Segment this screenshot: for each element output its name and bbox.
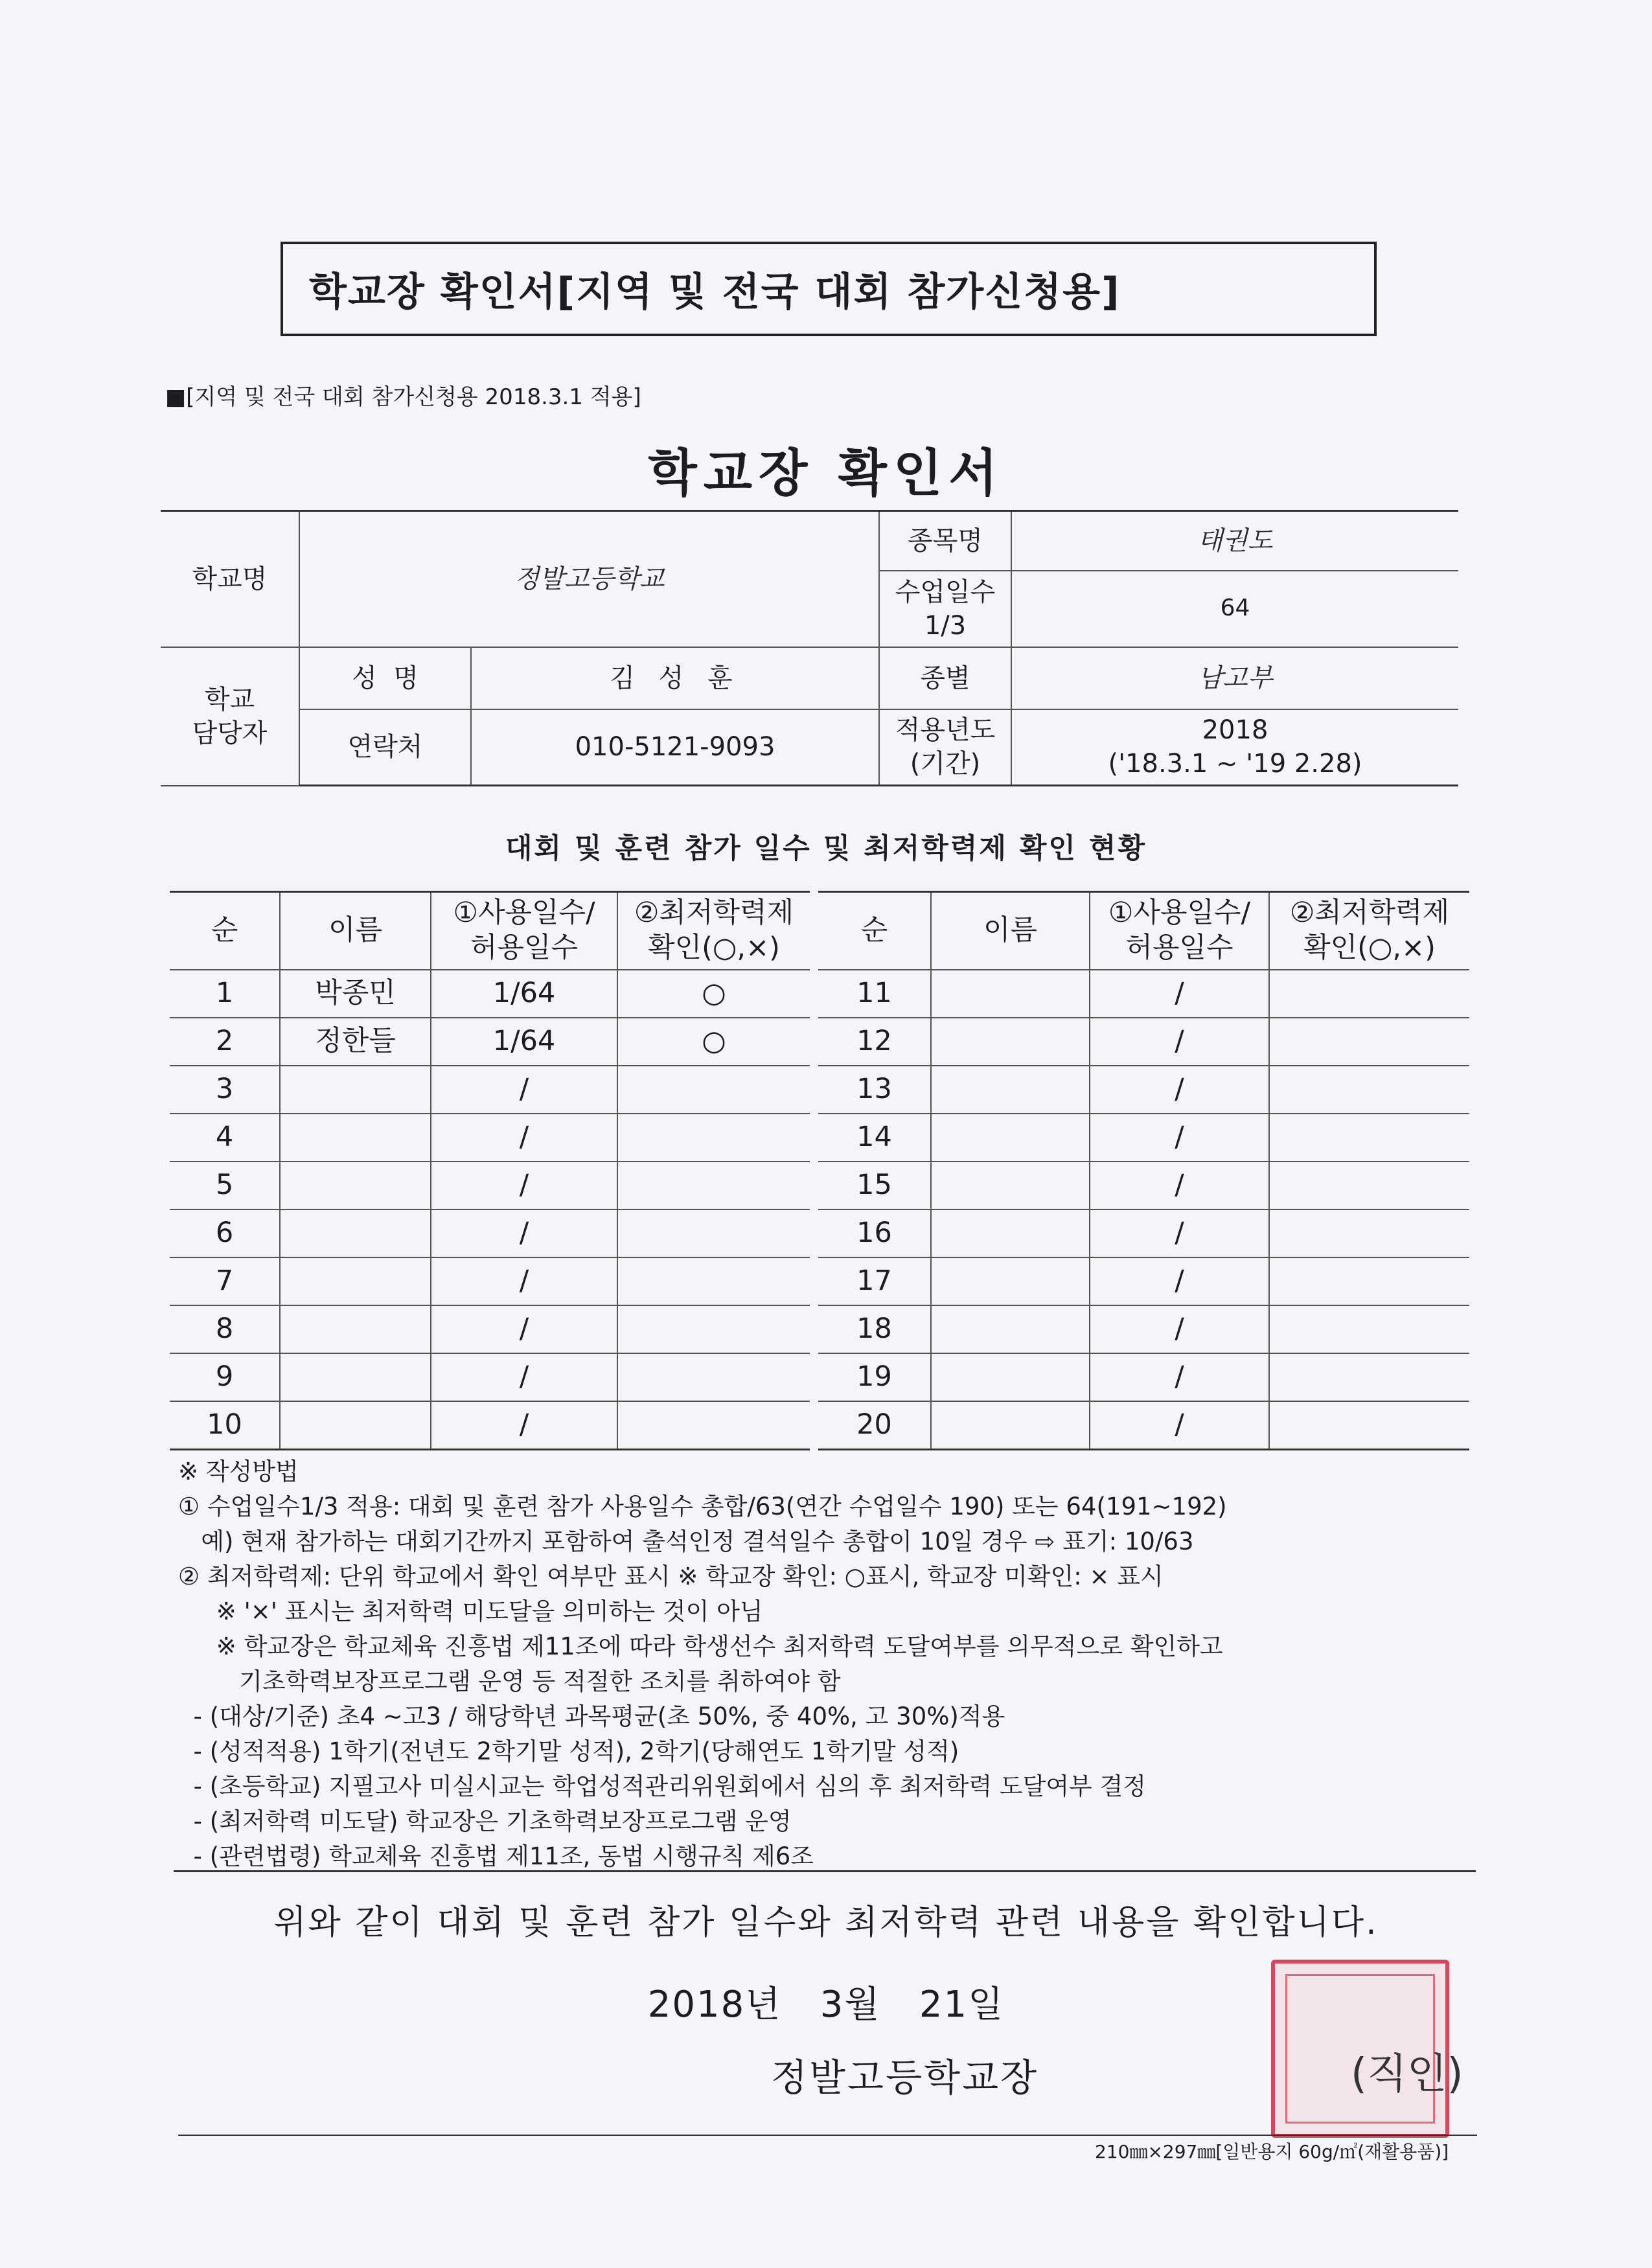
row-number: 11: [818, 970, 931, 1018]
usage-days: /: [1090, 1401, 1269, 1450]
note-line: ※ '×' 표시는 최저학력 미도달을 의미하는 것이 아님: [178, 1598, 763, 1625]
academic-check: [1269, 1162, 1469, 1209]
academic-check: [1269, 1209, 1469, 1257]
header-check: [1269, 892, 1469, 970]
header-check: [617, 892, 810, 970]
table-row: [170, 1305, 810, 1353]
usage-days: /: [431, 1353, 617, 1401]
row-number: 19: [818, 1353, 931, 1401]
athlete-name: [280, 1114, 431, 1162]
row-number: 7: [170, 1257, 280, 1305]
name-value: 김 성 훈: [471, 647, 879, 709]
row-number: 10: [170, 1401, 280, 1450]
academic-check: [617, 1162, 810, 1209]
school-value: 정발고등학교: [299, 511, 879, 647]
header-name: 이름: [931, 892, 1090, 970]
table-row: [818, 1257, 1469, 1305]
row-number: 4: [170, 1114, 280, 1162]
table-row: [170, 970, 810, 1018]
header-no: 순: [170, 892, 280, 970]
usage-days: /: [431, 1066, 617, 1114]
header-check-line-2: 확인(○,×): [648, 932, 780, 964]
table-row: [818, 1305, 1469, 1353]
seal-mark-label: (직인): [1351, 2050, 1463, 2098]
sport-value: 태권도: [1011, 511, 1458, 571]
academic-check: [617, 1257, 810, 1305]
header-check-line-1: ②최저학력제: [634, 897, 794, 930]
athlete-name: [280, 1209, 431, 1257]
table-row: [170, 1209, 810, 1257]
row-number: 2: [170, 1018, 280, 1066]
usage-days: /: [431, 1162, 617, 1209]
year-label-line-1: 적용년도: [895, 715, 996, 746]
school-label: 학교명: [161, 511, 299, 647]
usage-days: /: [431, 1401, 617, 1450]
note-line: - (대상/기준) 초4 ~고3 / 해당학년 과목평균(초 50%, 중 40%, 고 30%)적용: [178, 1702, 1005, 1730]
note-line: - (초등학교) 지필고사 미실시교는 학업성적관리위원회에서 심의 후 최저학력 도달여부 결정: [178, 1772, 1147, 1800]
usage-days: /: [431, 1257, 617, 1305]
athlete-name: [931, 1257, 1090, 1305]
academic-check: [1269, 1066, 1469, 1114]
division-label: 종별: [879, 647, 1011, 709]
table-row: [170, 1353, 810, 1401]
divider: [174, 1870, 1476, 1872]
athlete-name: [931, 1353, 1090, 1401]
academic-check: [1269, 1353, 1469, 1401]
row-number: 13: [818, 1066, 931, 1114]
year-value: [1011, 709, 1458, 786]
row-number: 14: [818, 1114, 931, 1162]
note-line: 기초학력보장프로그램 운영 등 적절한 조치를 취하여야 함: [178, 1667, 841, 1695]
athlete-name: [931, 1066, 1090, 1114]
academic-check: [617, 1066, 810, 1114]
usage-days: 1/64: [431, 1018, 617, 1066]
athlete-name: [931, 1305, 1090, 1353]
note-line: - (관련법령) 학교체육 진흥법 제11조, 동법 시행규칙 제6조: [178, 1842, 814, 1870]
manager-label-line-2: 담당자: [192, 718, 268, 748]
athlete-name: [931, 970, 1090, 1018]
usage-days: /: [1090, 1353, 1269, 1401]
row-number: 6: [170, 1209, 280, 1257]
table-row: [170, 1114, 810, 1162]
academic-check: [1269, 1257, 1469, 1305]
note-line: ② 최저학력제: 단위 학교에서 확인 여부만 표시 ※ 학교장 확인: ○표시, 학교장 미확인: × 표시: [178, 1563, 1164, 1590]
academic-check: [1269, 1114, 1469, 1162]
usage-days: /: [1090, 1018, 1269, 1066]
academic-check: [617, 1209, 810, 1257]
row-number: 18: [818, 1305, 931, 1353]
athlete-name: [280, 1401, 431, 1450]
header-check-line-1: ②최저학력제: [1289, 897, 1450, 930]
header-days-line-1: ①사용일수/: [453, 897, 595, 930]
form-subnote: ■[지역 및 전국 대회 참가신청용 2018.3.1 적용]: [165, 384, 641, 410]
table-row: [818, 1209, 1469, 1257]
year-value-line-1: 2018: [1202, 715, 1268, 746]
sport-label: 종목명: [879, 511, 1011, 571]
days-label-line-2: 1/3: [924, 610, 967, 641]
manager-label-line-1: 학교: [204, 684, 255, 715]
attendance-table-left: [170, 891, 810, 1450]
note-line: 예) 현재 참가하는 대회기간까지 포함하여 출석인정 결석일수 총합이 10일 경우 ⇨ 표기: 10/63: [178, 1528, 1194, 1555]
academic-check: ○: [617, 970, 810, 1018]
row-number: 16: [818, 1209, 931, 1257]
usage-days: /: [431, 1114, 617, 1162]
usage-days: 1/64: [431, 970, 617, 1018]
days-label-line-1: 수업일수: [895, 577, 996, 607]
athlete-name: [280, 1353, 431, 1401]
athlete-name: [931, 1018, 1090, 1066]
contact-value: 010-5121-9093: [471, 709, 879, 786]
academic-check: [1269, 1305, 1469, 1353]
academic-check: [1269, 1018, 1469, 1066]
row-number: 8: [170, 1305, 280, 1353]
row-number: 12: [818, 1018, 931, 1066]
status-section-title: 대회 및 훈련 참가 일수 및 최저학력제 확인 현황: [505, 832, 1147, 865]
page-title: 학교장 확인서: [648, 444, 1004, 503]
table-row: [170, 1066, 810, 1114]
writing-guide-notes: [178, 1454, 1474, 1874]
row-number: 9: [170, 1353, 280, 1401]
athlete-name: [280, 1162, 431, 1209]
note-line: ① 수업일수1/3 적용: 대회 및 훈련 참가 사용일수 총합/63(연간 수업일수 190) 또는 64(191~192): [178, 1493, 1227, 1520]
academic-check: [617, 1305, 810, 1353]
header-days: [1090, 892, 1269, 970]
usage-days: /: [431, 1209, 617, 1257]
principal-name: 정발고등학교장: [771, 2056, 1039, 2100]
athlete-name: [931, 1401, 1090, 1450]
header-days-line-1: ①사용일수/: [1108, 897, 1251, 930]
academic-check: [617, 1353, 810, 1401]
header-check-line-2: 확인(○,×): [1303, 932, 1436, 964]
table-row: [818, 970, 1469, 1018]
issue-date: 2018년 3월 21일: [647, 1984, 1005, 2026]
year-value-line-2: ('18.3.1 ~ '19 2.28): [1108, 749, 1362, 779]
athlete-name: 박종민: [280, 970, 431, 1018]
note-line: - (성적적용) 1학기(전년도 2학기말 성적), 2학기(당해연도 1학기말 성적): [178, 1737, 959, 1765]
table-row: [818, 1401, 1469, 1450]
athlete-name: [931, 1209, 1090, 1257]
row-number: 17: [818, 1257, 931, 1305]
athlete-name: [280, 1257, 431, 1305]
academic-check: [617, 1114, 810, 1162]
year-label-line-2: (기간): [910, 749, 981, 779]
header-days: [431, 892, 617, 970]
row-number: 3: [170, 1066, 280, 1114]
note-line: ※ 작성방법: [178, 1458, 299, 1485]
paper-spec: 210㎜×297㎜[일반용지 60g/㎡(재활용품)]: [1095, 2141, 1449, 2162]
athlete-name: 정한들: [280, 1018, 431, 1066]
athlete-name: [931, 1162, 1090, 1209]
athlete-name: [931, 1114, 1090, 1162]
row-number: 20: [818, 1401, 931, 1450]
attendance-table-right: [818, 891, 1469, 1450]
usage-days: /: [1090, 1305, 1269, 1353]
divider: [178, 2135, 1477, 2136]
athlete-name: [280, 1305, 431, 1353]
academic-check: [1269, 970, 1469, 1018]
usage-days: /: [1090, 1162, 1269, 1209]
table-row: [818, 1353, 1469, 1401]
usage-days: /: [1090, 1114, 1269, 1162]
academic-check: [1269, 1401, 1469, 1450]
usage-days: /: [431, 1305, 617, 1353]
document-banner-title: 학교장 확인서[지역 및 전국 대회 참가신청용]: [281, 242, 1377, 336]
table-row: [170, 1401, 810, 1450]
days-value: 64: [1011, 571, 1458, 647]
athlete-name: [280, 1066, 431, 1114]
division-value: 남고부: [1011, 647, 1458, 709]
header-days-line-2: 허용일수: [470, 932, 579, 964]
header-days-line-2: 허용일수: [1125, 932, 1233, 964]
header-no: 순: [818, 892, 931, 970]
usage-days: /: [1090, 1066, 1269, 1114]
academic-check: [617, 1401, 810, 1450]
note-line: - (최저학력 미도달) 학교장은 기초학력보장프로그램 운영: [178, 1807, 792, 1835]
school-info-table: [161, 510, 1458, 786]
table-row: [818, 1114, 1469, 1162]
table-row: [170, 1162, 810, 1209]
contact-label: 연락처: [299, 709, 471, 786]
academic-check: ○: [617, 1018, 810, 1066]
year-label: [879, 709, 1011, 786]
row-number: 1: [170, 970, 280, 1018]
days-label: [879, 571, 1011, 647]
row-number: 15: [818, 1162, 931, 1209]
confirmation-statement: 위와 같이 대회 및 훈련 참가 일수와 최저학력 관련 내용을 확인합니다.: [273, 1903, 1379, 1942]
table-row: [170, 1257, 810, 1305]
usage-days: /: [1090, 970, 1269, 1018]
usage-days: /: [1090, 1257, 1269, 1305]
note-line: ※ 학교장은 학교체육 진흥법 제11조에 따라 학생선수 최저학력 도달여부를 의무적으로 확인하고: [178, 1632, 1223, 1660]
table-row: [170, 1018, 810, 1066]
manager-label: [161, 647, 299, 786]
table-row: [818, 1162, 1469, 1209]
table-row: [818, 1018, 1469, 1066]
row-number: 5: [170, 1162, 280, 1209]
usage-days: /: [1090, 1209, 1269, 1257]
header-name: 이름: [280, 892, 431, 970]
name-label: 성 명: [299, 647, 471, 709]
table-row: [818, 1066, 1469, 1114]
